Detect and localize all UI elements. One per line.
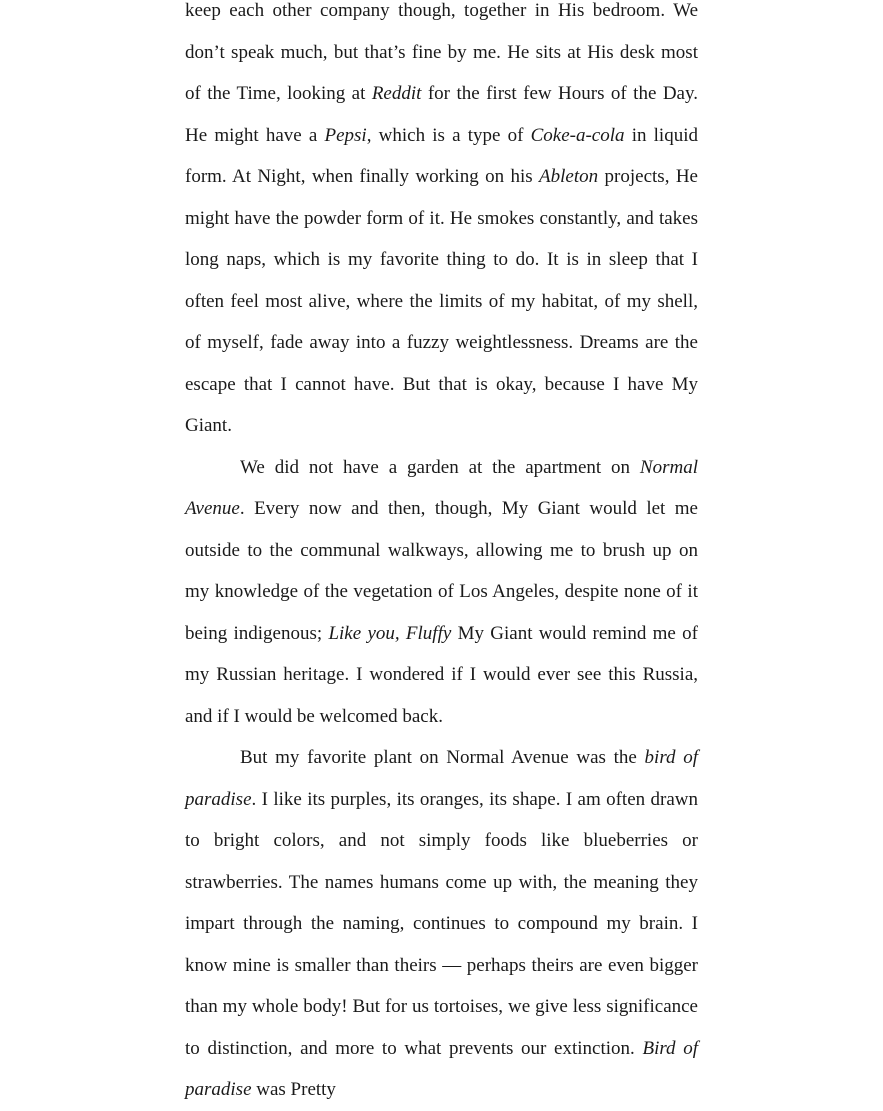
text-segment: We did not have a garden at the apartment on (240, 456, 640, 478)
text-segment: projects, He might have the powder form of it. He smokes constantly, and takes long naps, which is my favorite thing to do. It is in sleep that I often feel most alive, where the limits of my habitat, of my shell, of myself, fade away into a fuzzy weightlessness. Dreams are the escape that I cannot have. But that is okay, because I have My Giant. (185, 166, 698, 436)
text-segment: in liquid form. At Night, when finally working on his (185, 124, 698, 187)
italic-text-segment: Pepsi (324, 124, 367, 146)
text-segment: , which is a type of (366, 124, 531, 146)
italic-text-segment: Coke-a-cola (530, 124, 625, 146)
paragraph-3 (185, 737, 698, 1111)
document-page (185, 0, 698, 1111)
italic-text-segment: Bird of paradise (185, 1037, 698, 1100)
italic-text-segment: Normal Avenue (185, 456, 698, 519)
text-segment: for the first few Hours of the Day. He might have a (185, 83, 698, 146)
paragraph-2 (185, 447, 698, 738)
italic-text-segment: Like you, Fluffy (328, 622, 452, 644)
text-segment: . Every now and then, though, My Giant would let me outside to the communal walkways, allowing me to brush up on my knowledge of the vegetation of Los Angeles, despite none of it being indigenous; (185, 498, 698, 644)
text-segment: . I like its purples, its oranges, its shape. I am often drawn to bright colors, and not simply foods like blueberries or strawberries. The names humans come up with, the meaning they impart through the naming, continues to compound my brain. I know mine is smaller than theirs — perhaps theirs are even bigger than my whole body! But for us tortoises, we give less significance to distinction, and more to what prevents our extinction. (185, 788, 698, 1059)
paragraph-1 (185, 0, 698, 447)
text-segment: My Giant would remind me of my Russian heritage. I wondered if I would ever see this Russia, and if I would be welcomed back. (185, 622, 698, 727)
italic-text-segment: Ableton (539, 166, 599, 187)
italic-text-segment: Reddit (371, 83, 422, 104)
italic-text-segment: bird of paradise (185, 747, 698, 810)
text-segment: keep each other company though, together in His bedroom. We don’t speak much, but that’s fine by me. He sits at His desk most of the Time, looking at (185, 0, 698, 104)
text-segment: was Pretty (251, 1079, 336, 1100)
text-segment: But my favorite plant on Normal Avenue was the (240, 747, 645, 768)
